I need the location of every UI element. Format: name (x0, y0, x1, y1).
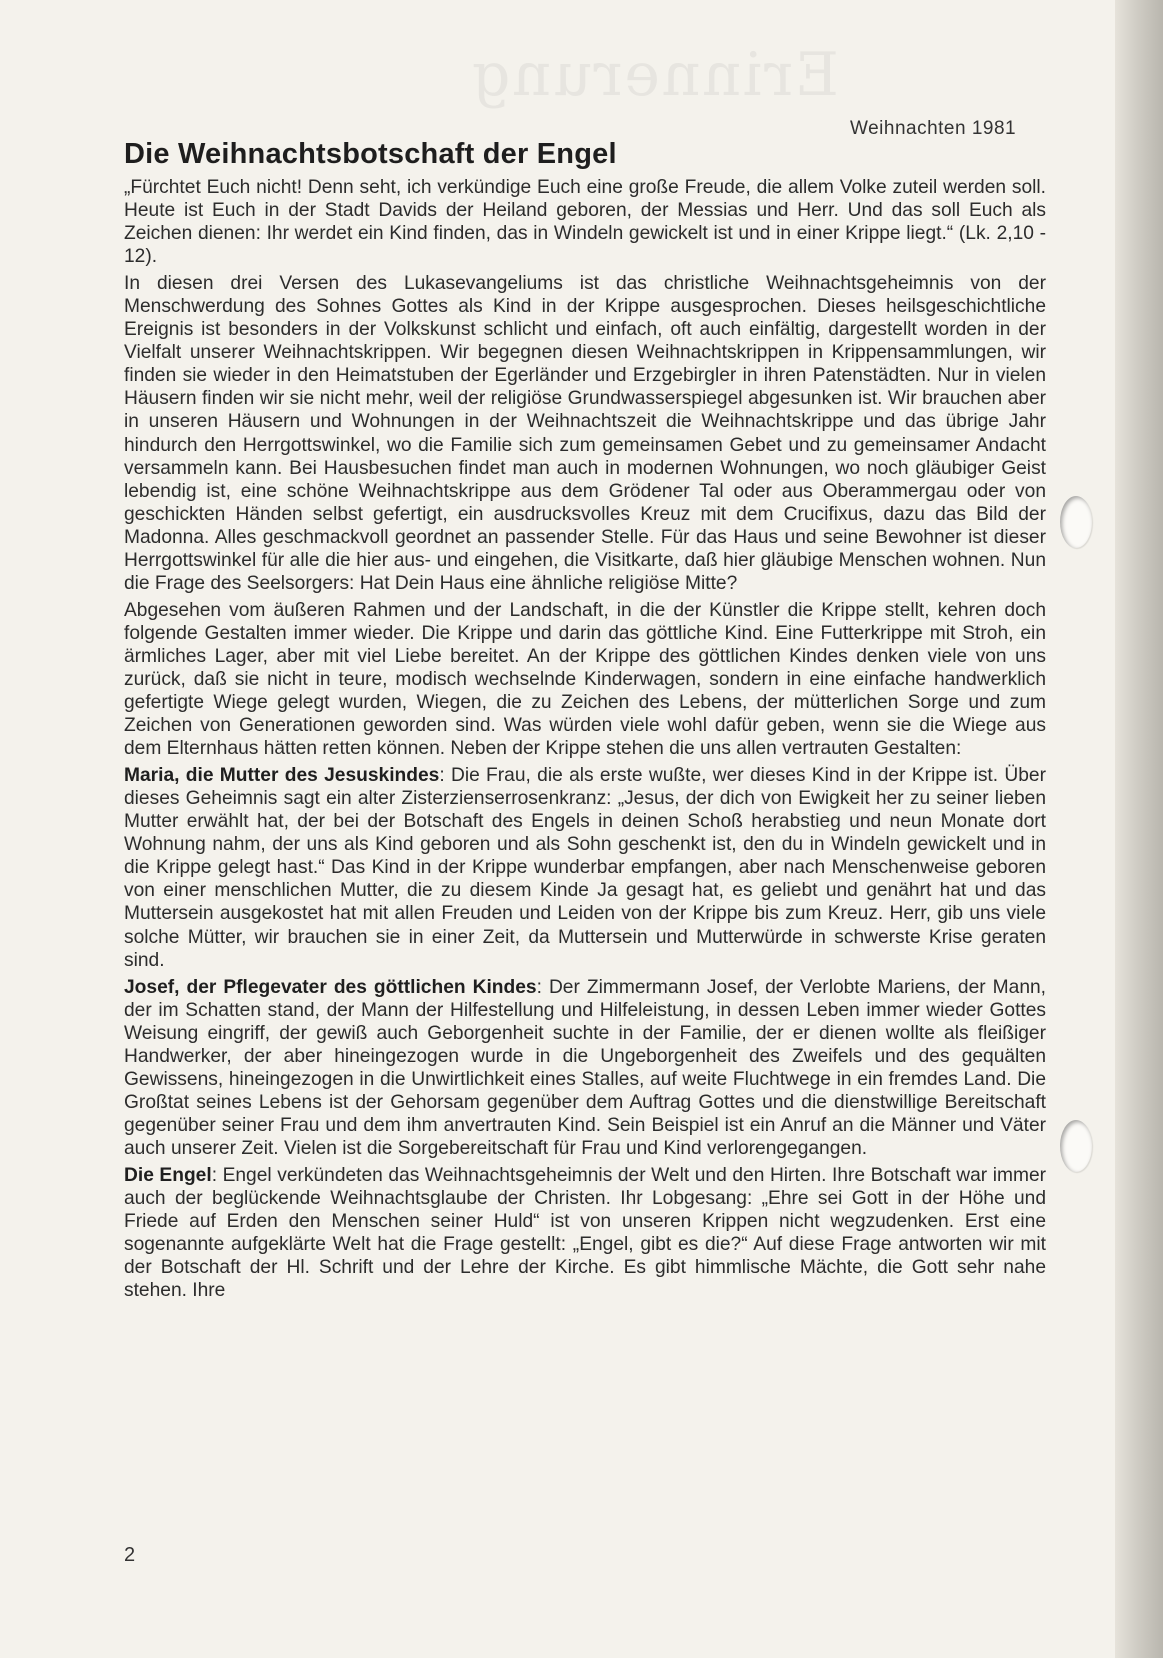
paragraph-lead-engel: Die Engel (124, 1164, 212, 1186)
paragraph-text-josef: : Der Zimmermann Josef, der Verlobte Mariens, der Mann, der im Schatten stand, der Mann der Hilfestellung und Hilfeleistung, in dessen Leben immer wieder Gottes Weisung eingriff, der gewiß auch Geborgenheit suchte in der Familie, der er dienen wollte als fleißiger Handwerker, der aber hineingezogen wurde in die Ungeborgenheit des Zweifels und des gequälten Gewissens, hineingezogen in die Unwirtlichkeit eines Stalles, auf weite Fluchtwege in ein fremdes Land. Die Großtat seines Lebens ist der Gehorsam gegenüber dem Auftrag Gottes und die dienstwillige Bereitschaft gegenüber seiner Frau und dem ihm anvertrauten Kind. Sein Beispiel ist ein Anruf an die Männer und Väter auch unserer Zeit. Vielen ist die Sorgebereitschaft für Frau und Kind verlorengegangen. (124, 976, 1046, 1159)
punch-hole (1060, 1120, 1092, 1172)
page-edge-shadow (1115, 0, 1163, 1658)
punch-hole (1060, 496, 1092, 548)
paragraph-text-maria: : Die Frau, die als erste wußte, wer dieses Kind in der Krippe ist. Über dieses Geheimnis sagt ein alter Zisterzienserrosenkranz: „Jesus, der dich von Ewigkeit her zu seiner lieben Mutter erwählt hat, der bei der Botschaft des Engels in deinen Schoß herabstieg und neun Monate dort Wohnung nahm, der uns als Kind geboren und als Sohn geschenkt ist, den du in Windeln gewickelt und in die Krippe gelegt hast.“ Das Kind in der Krippe wunderbar empfangen, aber nach Menschenweise geboren von einer menschlichen Mutter, die zu diesem Kinde Ja gesagt hat, es geliebt und genährt hat und das Muttersein ausgekostet hat mit allen Freuden und Leiden von der Krippe bis zum Kreuz. Herr, gib uns viele solche Mütter, wir brauchen sie in einer Zeit, da Muttersein und Mutterwürde in schwerste Krise geraten sind. (124, 765, 1046, 971)
article-body (124, 176, 1046, 1306)
paragraph-lead-maria: Maria, die Mutter des Jesuskindes (124, 765, 440, 787)
dateline: Weihnachten 1981 (850, 118, 1017, 139)
paragraph-quote: „Fürchtet Euch nicht! Denn seht, ich verkündige Euch eine große Freude, die allem Volke zuteil werden soll. Heute ist Euch in der Stadt Davids der Heiland geboren, der Messias und Herr. Und das soll Euch als Zeichen dienen: Ihr werdet ein Kind finden, das in Windeln gewickelt ist und in einer Krippe liegt.“ (Lk. 2,10 - 12). (124, 177, 1046, 268)
paragraph-lead-josef: Josef, der Pflegevater des göttlichen Kindes (124, 976, 537, 998)
paragraph-josef (124, 976, 1046, 1160)
page-number: 2 (124, 1544, 136, 1566)
show-through-text: Erinnerung (470, 40, 839, 110)
paragraph-engel (124, 1164, 1046, 1302)
paragraph-intro: In diesen drei Versen des Lukasevangeliums ist das christliche Weihnachtsgeheimnis von der Menschwerdung des Sohnes Gottes als Kind in der Krippe ausgesprochen. Dieses heilsgeschichtliche Ereignis ist besonders in der Volkskunst schlicht und einfach, oft auch einfältig, dargestellt worden in der Vielfalt unserer Weihnachtskrippen. Wir begegnen diesen Weihnachtskrippen in Krippensammlungen, wir finden sie wieder in den Heimatstuben der Egerländer und Erzgebirgler in ihren Patenstädten. Nur in vielen Häusern finden wir sie nicht mehr, weil der religiöse Grundwasserspiegel abgesunken ist. Wir brauchen aber in unseren Häusern und Wohnungen in der Weihnachtszeit die Weihnachtskrippe und das übrige Jahr hindurch den Herrgottswinkel, wo die Familie sich zum gemeinsamen Gebet und zu gemeinsamer Andacht versammeln kann. Bei Hausbesuchen findet man auch in modernen Wohnungen, wo noch gläubiger Geist lebendig ist, eine schöne Weihnachtskrippe aus dem Grödener Tal oder aus Oberammergau oder von geschickten Händen selbst gefertigt, ein ausdrucksvolles Kreuz mit dem Crucifixus, dazu das Bild der Madonna. Alles geschmackvoll geordnet an passender Stelle. Für das Haus und seine Bewohner ist dieser Herrgottswinkel für alle die hier aus- und eingehen, die Visitkarte, daß hier gläubige Menschen wohnen. Nun die Frage des Seelsorgers: Hat Dein Haus eine ähnliche religiöse Mitte? (124, 273, 1046, 594)
paragraph-figures: Abgesehen vom äußeren Rahmen und der Landschaft, in die der Künstler die Krippe stellt, kehren doch folgende Gestalten immer wieder. Die Krippe und darin das göttliche Kind. Eine Futterkrippe mit Stroh, ein ärmliches Lager, aber mit viel Liebe bereitet. An der Krippe des göttlichen Kindes denken viele von uns zurück, daß sie nicht in teure, modisch wechselnde Kinderwagen, sondern in eine einfache handwerklich gefertigte Wiege gelegt wurden, Wiegen, die zu Zeichen des Lebens, der mütterlichen Sorge und zum Zeichen von Generationen geworden sind. Was würden viele wohl dafür geben, wenn sie die Wiege aus dem Elternhaus hätten retten können. Neben der Krippe stehen die uns allen vertrauten Gestalten: (124, 599, 1046, 760)
paragraph-text-engel: : Engel verkündeten das Weihnachtsgeheimnis der Welt und den Hirten. Ihre Botschaft war immer auch der beglückende Weihnachtsglaube der Christen. Ihr Lobgesang: „Ehre sei Gott in der Höhe und Friede auf Erden den Menschen seiner Huld“ ist von unseren Krippen nicht wegzudenken. Erst eine sogenannte aufgeklärte Welt hat die Frage gestellt: „Engel, gibt es die?“ Auf diese Frage antworten wir mit der Botschaft der Hl. Schrift und der Lehre der Kirche. Es gibt himmlische Mächte, die Gott sehr nahe stehen. Ihre (124, 1164, 1047, 1302)
page-title: Die Weihnachtsbotschaft der Engel (124, 138, 617, 170)
paragraph-maria (124, 764, 1046, 971)
